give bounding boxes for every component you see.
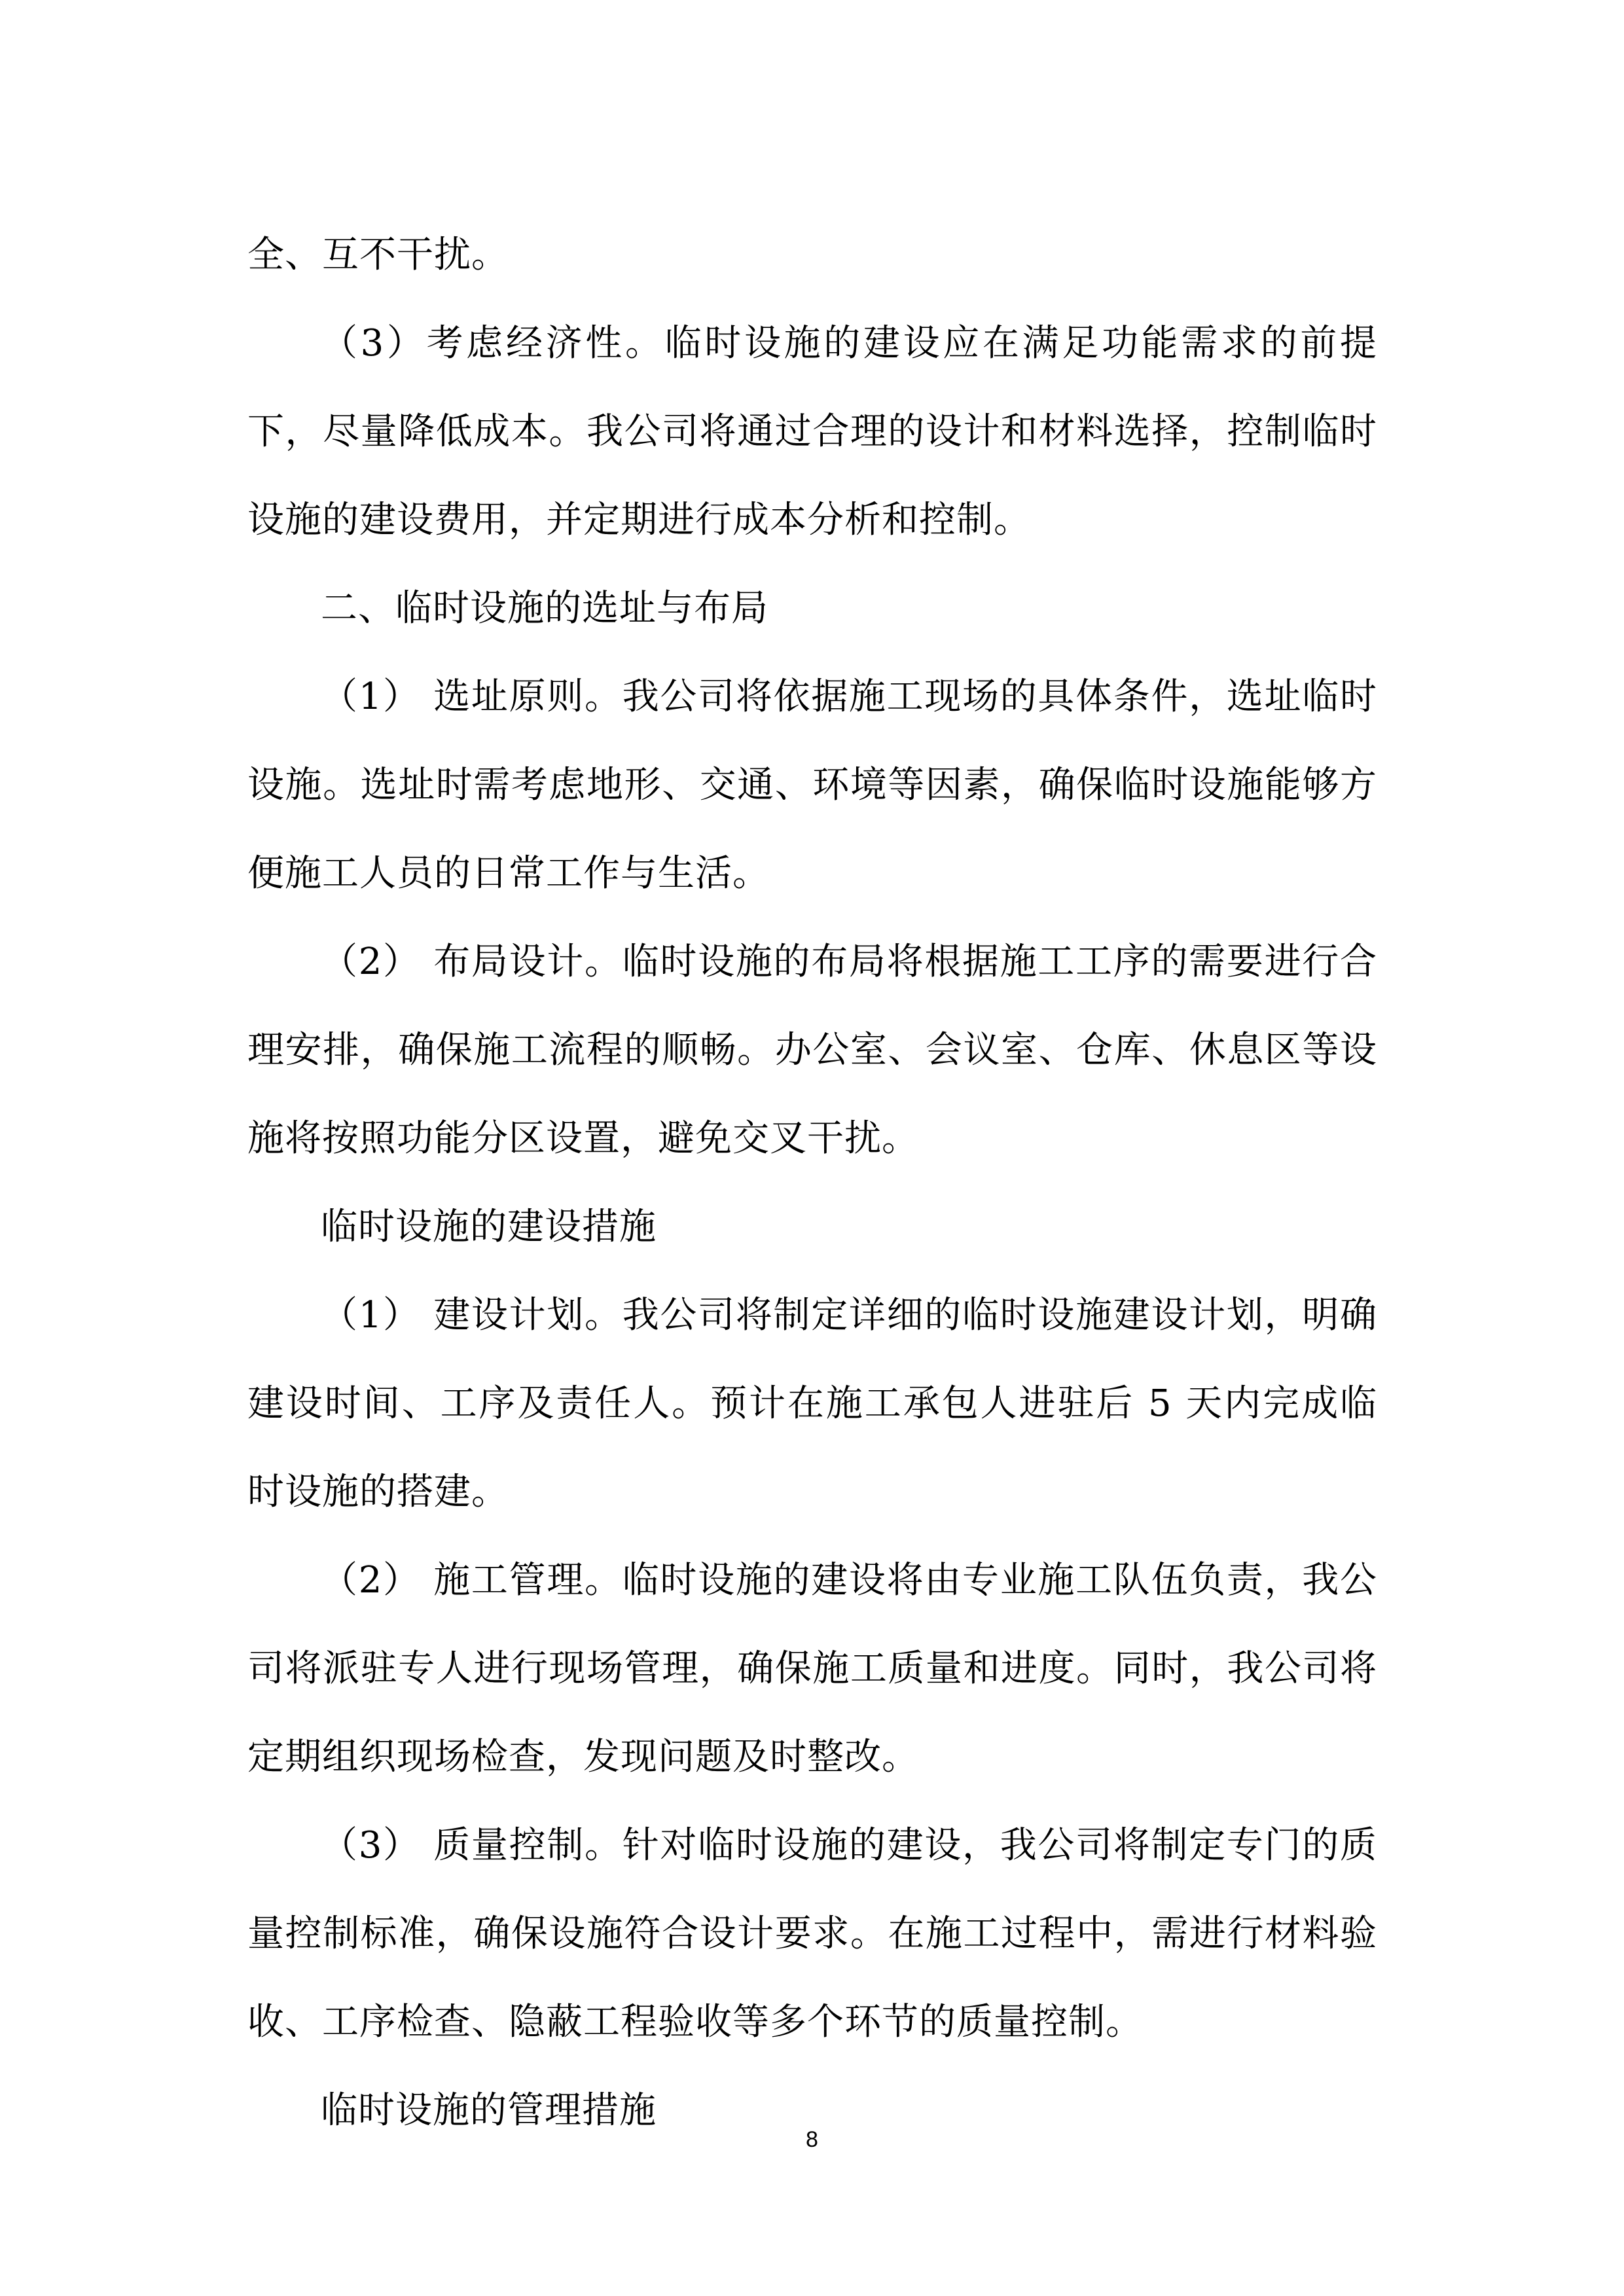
document-body bbox=[247, 211, 1377, 2155]
paragraph-site-principle: （1） 选址原则。我公司将依据施工现场的具体条件，选址临时设施。选址时需考虑地形、交通、环境等因素，确保临时设施能够方便施工人员的日常工作与生活。 bbox=[247, 675, 1377, 895]
page-number: 8 bbox=[806, 2127, 818, 2152]
paragraph-construction-plan: （1） 建设计划。我公司将制定详细的临时设施建设计划，明确建设时间、工序及责任人。预计在施工承包人进驻后 5 天内完成临时设施的搭建。 bbox=[247, 1294, 1377, 1513]
paragraph-quality-control: （3） 质量控制。针对临时设施的建设，我公司将制定专门的质量控制标准，确保设施符合设计要求。在施工过程中，需进行材料验收、工序检查、隐蔽工程验收等多个环节的质量控制。 bbox=[247, 1824, 1377, 2043]
paragraph-continuation: 全、互不干扰。 bbox=[247, 234, 509, 276]
section-heading-site-layout: 二、临时设施的选址与布局 bbox=[321, 587, 768, 630]
paragraph-economy: （3）考虑经济性。临时设施的建设应在满足功能需求的前提下，尽量降低成本。我公司将通过合理的设计和材料选择，控制临时设施的建设费用，并定期进行成本分析和控制。 bbox=[247, 322, 1377, 541]
paragraph-layout-design: （2） 布局设计。临时设施的布局将根据施工工序的需要进行合理安排，确保施工流程的顺畅。办公室、会议室、仓库、休息区等设施将按照功能分区设置，避免交叉干扰。 bbox=[247, 941, 1377, 1160]
section-heading-management-measures: 临时设施的管理措施 bbox=[321, 2089, 657, 2132]
section-heading-construction-measures: 临时设施的建设措施 bbox=[321, 1206, 657, 1248]
paragraph-construction-management: （2） 施工管理。临时设施的建设将由专业施工队伍负责，我公司将派驻专人进行现场管理，确保施工质量和进度。同时，我公司将定期组织现场检查，发现问题及时整改。 bbox=[247, 1559, 1377, 1778]
